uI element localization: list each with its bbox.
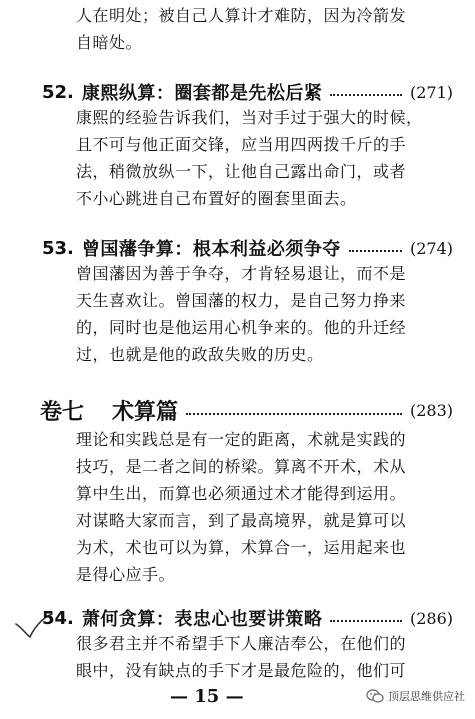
entry-page-number: (274): [409, 238, 453, 258]
entry-summary-line: 且不可与他正面交锋，应当用四两拨千斤的手: [76, 135, 407, 154]
entry-summary-line: 眼中，没有缺点的手下才是最危险的，他们可: [76, 661, 407, 680]
page-number-footer: — 15 —: [170, 686, 244, 707]
entry-summary-line: 过，也就是他的政敌失败的历史。: [76, 345, 324, 364]
entry-page-number: (271): [409, 82, 453, 102]
entry-summary-line: 很多君主并不希望手下人廉洁奉公，在他们的: [76, 634, 407, 653]
section-page-number: (283): [409, 400, 453, 420]
section-summary-line: 技巧，是二者之间的桥梁。算离不开术，术从: [76, 457, 407, 476]
section-summary-line: 为术，术也可以为算，术算合一，运用起来也: [76, 538, 407, 557]
section-volume: 卷七: [40, 399, 85, 425]
toc-entry-53: [42, 236, 453, 260]
section-title: 术算篇: [112, 399, 179, 425]
entry-summary-line: 曾国藩因为善于争夺，才肯轻易退让，而不是: [76, 264, 407, 283]
section-summary-line: 理论和实践总是有一定的距离，术就是实践的: [76, 430, 407, 449]
entry-page-number: (286): [409, 608, 453, 628]
entry-number: 54.: [42, 607, 74, 629]
section-summary-line: 对谋略大家而言，到了最高境界，就是算可以: [76, 511, 407, 530]
entry-summary-line: 天生喜欢让。曾国藩的权力，是自己努力挣来: [76, 291, 407, 310]
continuation-line: 人在明处；被自己人算计才难防，因为冷箭发: [76, 6, 407, 25]
entry-title: 康熙纵算：圈套都是先松后紧: [81, 83, 323, 104]
dot-leader: [330, 94, 402, 96]
entry-number: 53.: [42, 237, 74, 259]
section-summary-line: 是得心应手。: [76, 565, 176, 584]
section-summary-line: 算中生出，而算也必须通过术才能得到运用。: [76, 484, 407, 503]
account-watermark: [366, 688, 465, 704]
watermark-text: 顶层思维供应社: [388, 690, 465, 703]
entry-summary-line: 不小心跳进自己布置好的圈套里面去。: [76, 189, 357, 208]
dot-leader: [186, 413, 402, 415]
continuation-line: 自暗处。: [76, 33, 143, 52]
dot-leader: [349, 250, 402, 252]
entry-summary-line: 康熙的经验告诉我们，当对手过于强大的时候，: [76, 108, 423, 127]
entry-number: 52.: [42, 81, 74, 103]
toc-entry-54: [42, 606, 453, 630]
entry-title: 曾国藩争算：根本利益必须争夺: [81, 239, 341, 260]
dot-leader: [330, 620, 402, 622]
wechat-icon: [366, 689, 384, 703]
entry-summary-line: 法，稍微放纵一下，让他自己露出命门，或者: [76, 162, 407, 181]
toc-entry-52: [42, 80, 453, 104]
entry-summary-line: 的，同时也是他运用心机争来的。他的升迁经: [76, 318, 407, 337]
entry-title: 萧何贪算：表忠心也要讲策略: [81, 609, 323, 630]
toc-section-7: [40, 396, 453, 424]
